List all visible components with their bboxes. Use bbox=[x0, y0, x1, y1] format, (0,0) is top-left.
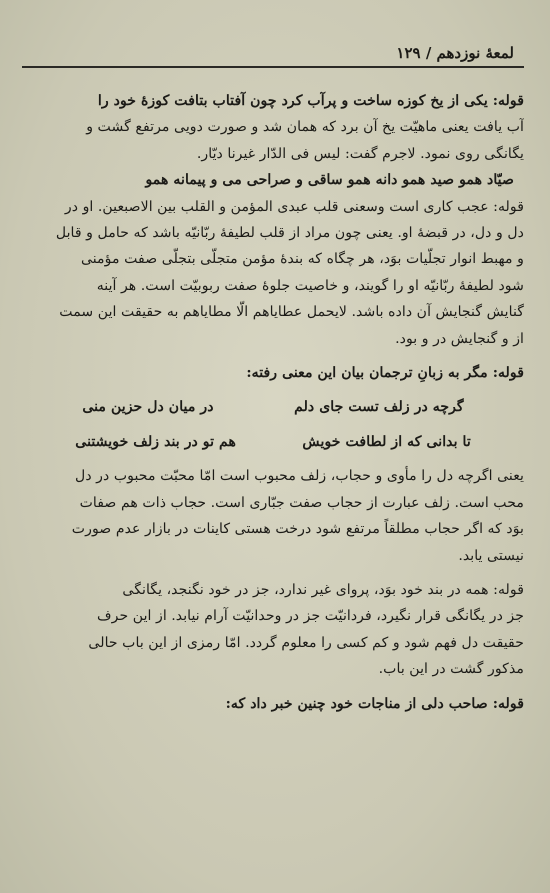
page-body bbox=[22, 88, 524, 717]
poem-couplet bbox=[22, 394, 524, 420]
text-line: مذکور گشت در این باب. bbox=[378, 661, 524, 678]
poem-hemistich: تا بدانی که از لطافت خویش bbox=[302, 433, 471, 450]
poem-hemistich: گرچه در زلف تست جای دلم bbox=[294, 399, 464, 416]
text-line: یگانگی روی نمود. لاجرم گفت: لیس فی الدّار غیرنا دیّار. bbox=[196, 145, 524, 162]
text-line: دل و دل، در قبضهٔ او. یعنی چون مراد از قلب لطیفهٔ ربّانیّه باشد که حامل و قابل bbox=[55, 225, 524, 242]
text-line: حقیقت دل فهم شود و کم کسی را معلوم گردد. امّا رمزی از این باب حالی bbox=[88, 634, 524, 651]
page-header bbox=[22, 38, 524, 68]
text-line: قوله: همه در بند خود بوَد، پروای غیر ندارد، جز در خود نگنجد، یگانگی bbox=[122, 581, 524, 598]
text-line: قوله: یکی از یخ کوزه ساخت و پرآب کرد چون آفتاب بتافت کوزهٔ خود را bbox=[97, 93, 524, 109]
text-line: یعنی اگرچه دل را مأوی و حجاب، زلف محبوب است امّا محبّت محبوب در دل bbox=[75, 468, 524, 485]
text-line: بوَد که اگر حجاب مطلقاً مرتفع شود درخت هستی کاینات در بازار عدم صورت bbox=[71, 521, 524, 538]
verse-line: صیّاد همو صید همو دانه همو ساقی و صراحی می و پیمانه همو bbox=[145, 172, 514, 189]
text-line: قوله: مگر به زبانِ ترجمان بیان این معنی رفته: bbox=[246, 365, 524, 382]
text-line: نیستی یابد. bbox=[458, 547, 524, 564]
text-line: محب است. زلف عبارت از حجاب صفت جبّاری است. حجاب ذات هم صفات bbox=[79, 494, 524, 511]
text-line: گنایش گنجایش آن داده باشد. لایحمل عطایاهم الّا مطایاهم به حقیقت این سمت bbox=[59, 304, 524, 321]
text-line: قوله: صاحب دلی از مناجات خود چنین خبر داد که: bbox=[225, 695, 524, 712]
poem-hemistich: در میان دل حزین منی bbox=[82, 399, 214, 416]
text-line: جز در یگانگی قرار نگیرد، فردانیّت جز در وحدانیّت آرام نیابد. از این حرف bbox=[96, 608, 524, 625]
text-line: از و گنجایش در و بود. bbox=[395, 330, 524, 347]
text-line: و مهبط انوار تجلّیات بوَد، هر چگاه که بندهٔ مؤمن متجلّی بتجلّی صفت مؤمنی bbox=[80, 251, 524, 268]
text-line: قوله: عجب کاری است وسعنی قلب عبدی المؤمن و القلب بین الاصبعین. او در bbox=[64, 198, 524, 215]
text-line: آب یافت یعنی ماهیّت یخ آن برد که همان شد و صورت دویی مرتفع گشت و bbox=[86, 119, 524, 136]
text-line: شود لطیفهٔ ربّانیّه او را گویند، و خاصیت جلوهٔ صفت ربوبیّت است. هر آینه bbox=[96, 277, 524, 294]
page-header-title: لمعهٔ نوزدهم / ۱۲۹ bbox=[396, 44, 514, 62]
poem-couplet bbox=[22, 429, 524, 455]
poem-hemistich: هم تو در بند زلف خویشتنی bbox=[75, 433, 236, 450]
